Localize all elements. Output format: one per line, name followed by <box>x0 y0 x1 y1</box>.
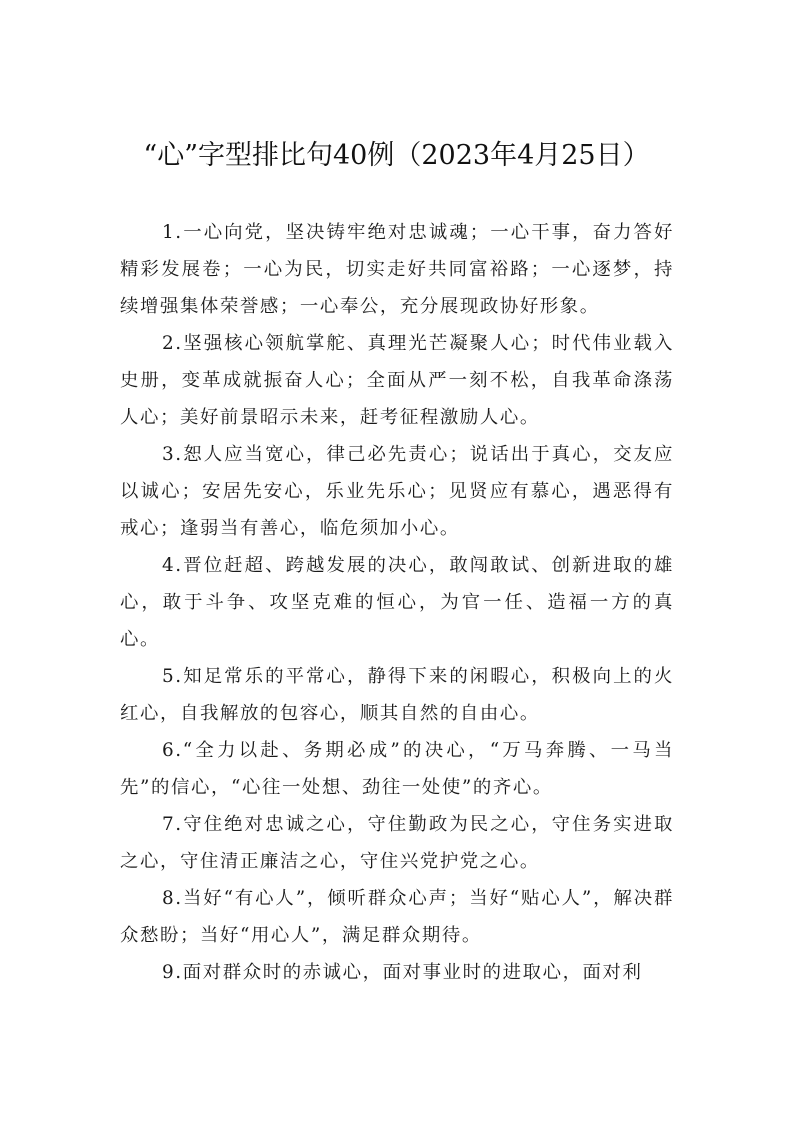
paragraph-4: 4.晋位赶超、跨越发展的决心，敢闯敢试、创新进取的雄心，敢于斗争、攻坚克难的恒心，为官一任、造福一方的真心。 <box>120 555 674 650</box>
paragraph-7: 7.守住绝对忠诚之心，守住勤政为民之心，守住务实进取之心，守住清正廉洁之心，守住兴党护党之心。 <box>120 814 674 872</box>
document-title: “心”字型排比句40例（2023年4月25日） <box>143 140 650 171</box>
paragraph-2: 2.坚强核心领航掌舵、真理光芒凝聚人心；时代伟业载入史册，变革成就振奋人心；全面从严一刻不松，自我革命涤荡人心；美好前景昭示未来，赶考征程激励人心。 <box>120 333 674 428</box>
paragraph-8: 8.当好“有心人”，倾听群众心声；当好“贴心人”，解决群众愁盼；当好“用心人”，满足群众期待。 <box>120 888 674 946</box>
paragraph-6: 6.“全力以赴、务期必成”的决心，“万马奔腾、一马当先”的信心，“心往一处想、劲往一处使”的齐心。 <box>120 740 674 798</box>
paragraph-5: 5.知足常乐的平常心，静得下来的闲暇心，积极向上的火红心，自我解放的包容心，顺其自然的自由心。 <box>120 666 674 724</box>
paragraph-3: 3.恕人应当宽心，律己必先责心；说话出于真心，交友应以诚心；安居先安心，乐业先乐心；见贤应有慕心，遇恶得有戒心；逢弱当有善心，临危须加小心。 <box>120 444 674 539</box>
paragraph-9: 9.面对群众时的赤诚心，面对事业时的进取心，面对利 <box>162 962 643 983</box>
paragraph-1: 1.一心向党，坚决铸牢绝对忠诚魂；一心干事，奋力答好精彩发展卷；一心为民，切实走好共同富裕路；一心逐梦，持续增强集体荣誉感；一心奉公，充分展现政协好形象。 <box>120 222 674 317</box>
document-body <box>120 214 674 991</box>
